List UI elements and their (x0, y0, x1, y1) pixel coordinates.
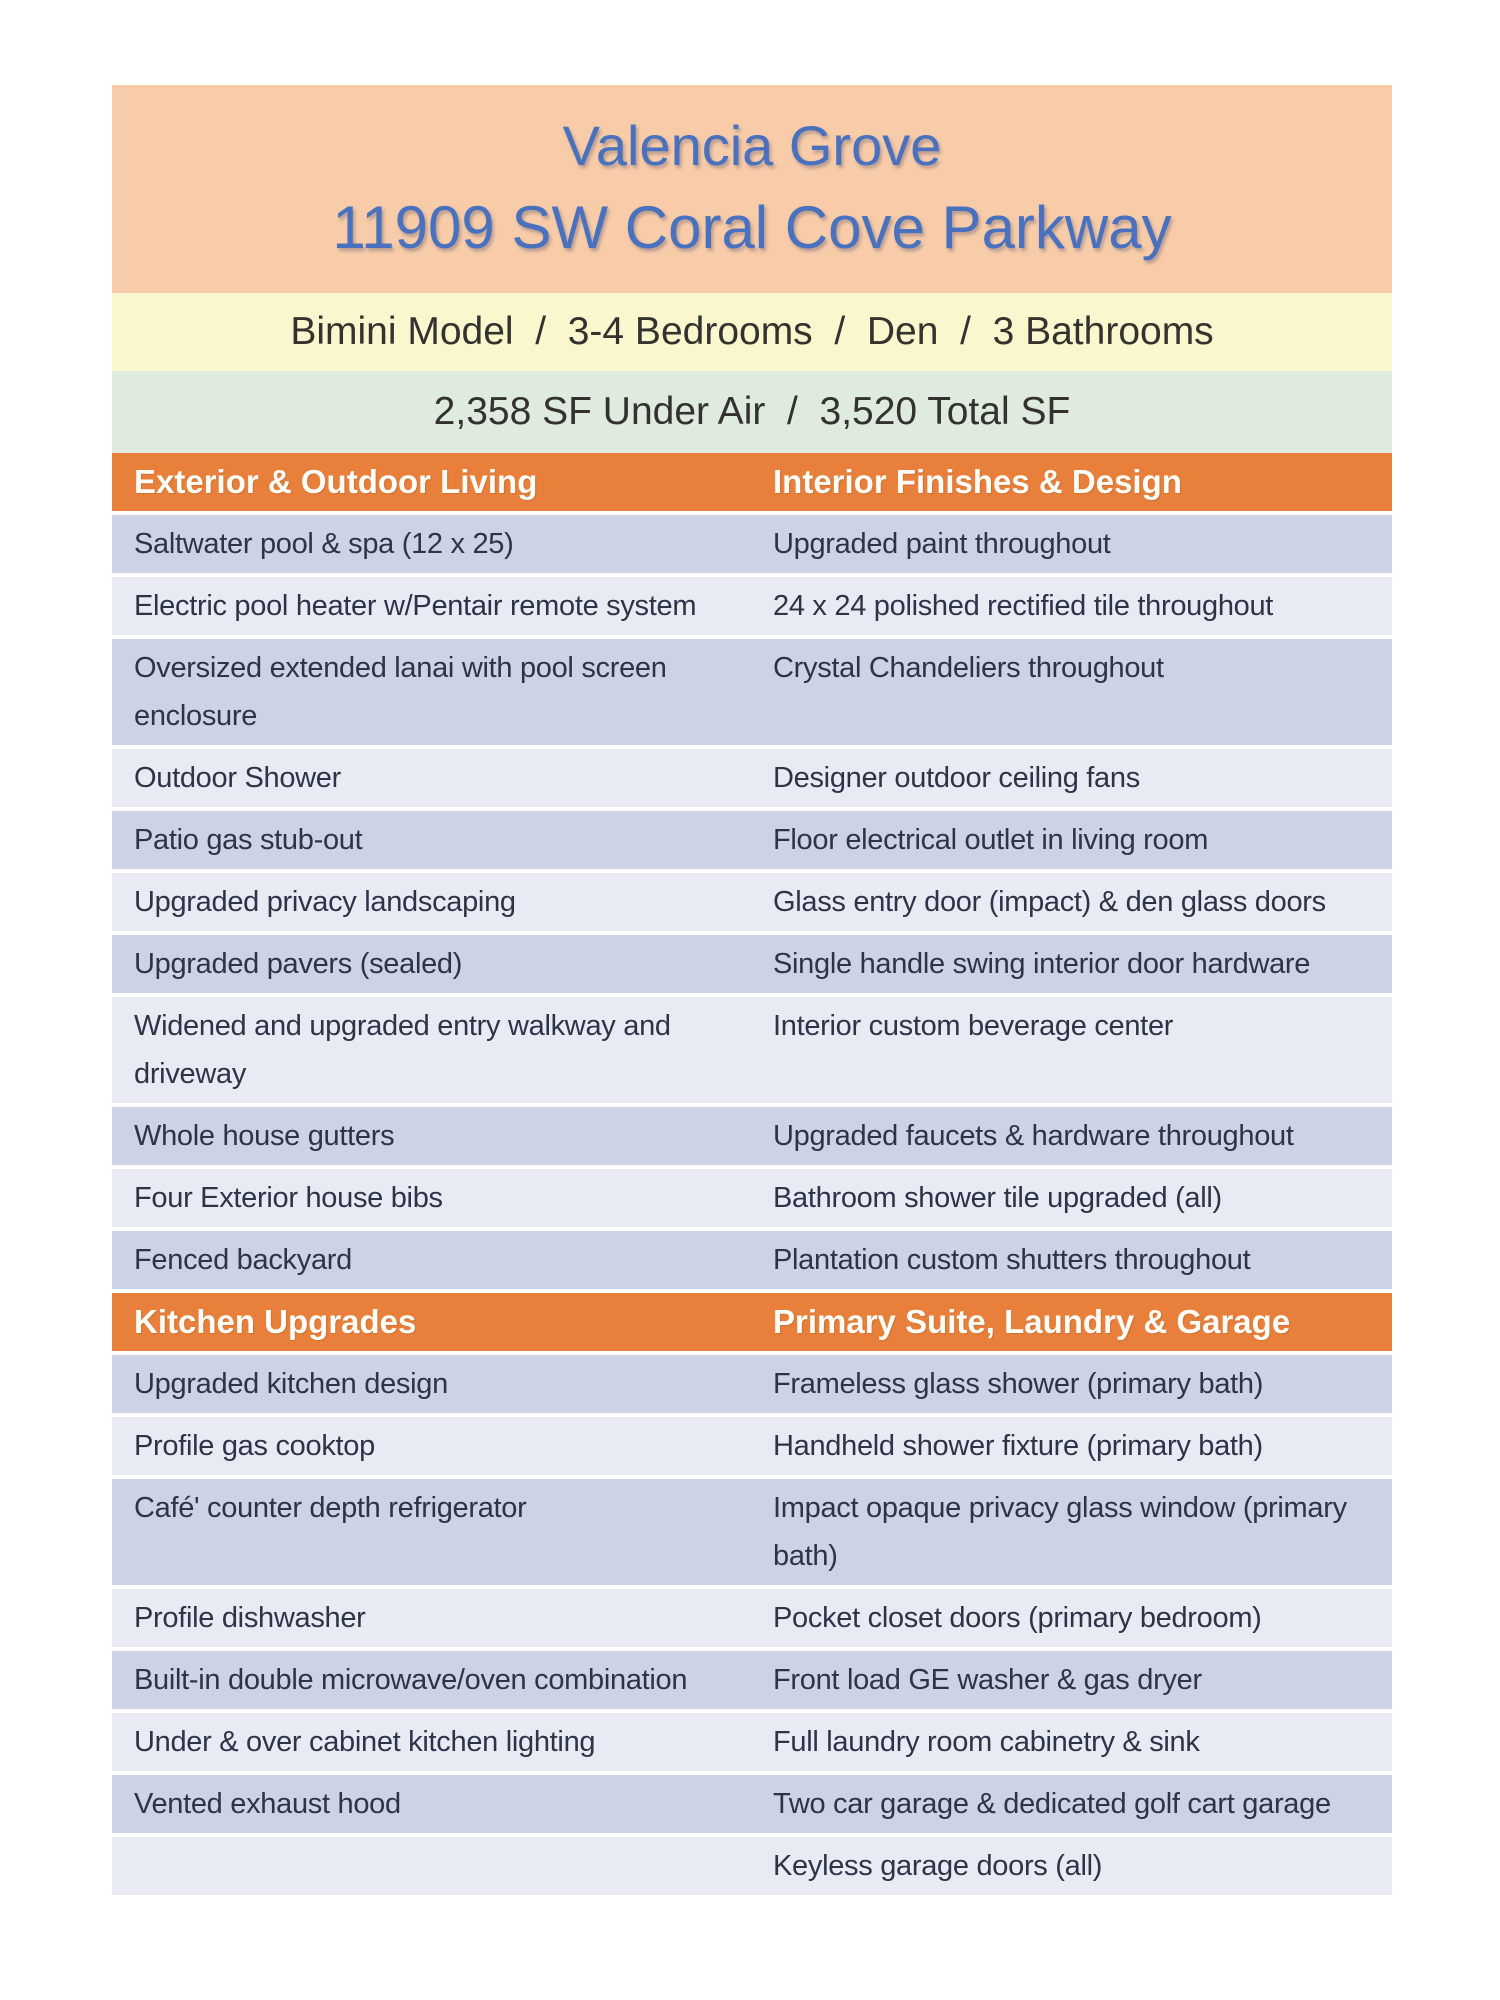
feature-cell-left: Café' counter depth refrigerator (112, 1479, 752, 1585)
feature-table (112, 453, 1392, 1895)
feature-cell-right: Full laundry room cabinetry & sink (752, 1713, 1392, 1771)
table-row (112, 811, 1392, 869)
flyer-content (112, 85, 1392, 1899)
feature-cell-right: Single handle swing interior door hardware (752, 935, 1392, 993)
table-row (112, 1107, 1392, 1165)
table-row (112, 1169, 1392, 1227)
feature-cell-right: Upgraded faucets & hardware throughout (752, 1107, 1392, 1165)
feature-cell-left: Whole house gutters (112, 1107, 752, 1165)
street-address: 11909 SW Coral Cove Parkway (332, 194, 1172, 261)
feature-cell-right: Designer outdoor ceiling fans (752, 749, 1392, 807)
feature-cell-left (112, 1837, 752, 1895)
feature-cell-left: Upgraded kitchen design (112, 1355, 752, 1413)
feature-cell-left: Four Exterior house bibs (112, 1169, 752, 1227)
table-row (112, 1479, 1392, 1585)
feature-cell-left: Patio gas stub-out (112, 811, 752, 869)
table-row (112, 639, 1392, 745)
feature-cell-right: Two car garage & dedicated golf cart garage (752, 1775, 1392, 1833)
feature-cell-left: Upgraded pavers (sealed) (112, 935, 752, 993)
feature-cell-left: Under & over cabinet kitchen lighting (112, 1713, 752, 1771)
feature-cell-right: Glass entry door (impact) & den glass doors (752, 873, 1392, 931)
table-row (112, 1231, 1392, 1289)
section-header-cell-left: Exterior & Outdoor Living (112, 453, 752, 511)
square-footage-band: 2,358 SF Under Air / 3,520 Total SF (112, 371, 1392, 453)
feature-cell-left: Outdoor Shower (112, 749, 752, 807)
feature-cell-right: Front load GE washer & gas dryer (752, 1651, 1392, 1709)
feature-cell-right: Handheld shower fixture (primary bath) (752, 1417, 1392, 1475)
table-row (112, 1713, 1392, 1771)
community-name: Valencia Grove (562, 114, 942, 177)
section-header-cell-right: Interior Finishes & Design (752, 453, 1392, 511)
table-row (112, 1417, 1392, 1475)
section-header-row-1 (112, 453, 1392, 511)
section-header-cell-right: Primary Suite, Laundry & Garage (752, 1293, 1392, 1351)
table-row (112, 515, 1392, 573)
table-row (112, 1837, 1392, 1895)
section-header-row-2 (112, 1293, 1392, 1351)
table-row (112, 1589, 1392, 1647)
table-row (112, 935, 1392, 993)
feature-cell-left: Oversized extended lanai with pool screen enclosure (112, 639, 752, 745)
hero-header (112, 85, 1392, 293)
feature-cell-right: Upgraded paint throughout (752, 515, 1392, 573)
table-row (112, 749, 1392, 807)
feature-cell-left: Fenced backyard (112, 1231, 752, 1289)
feature-cell-left: Built-in double microwave/oven combination (112, 1651, 752, 1709)
table-row (112, 997, 1392, 1103)
feature-cell-left: Saltwater pool & spa (12 x 25) (112, 515, 752, 573)
feature-cell-right: Bathroom shower tile upgraded (all) (752, 1169, 1392, 1227)
table-row (112, 1651, 1392, 1709)
feature-cell-right: 24 x 24 polished rectified tile throughout (752, 577, 1392, 635)
section-header-cell-left: Kitchen Upgrades (112, 1293, 752, 1351)
feature-cell-left: Profile dishwasher (112, 1589, 752, 1647)
table-row (112, 1355, 1392, 1413)
model-summary-band: Bimini Model / 3-4 Bedrooms / Den / 3 Bathrooms (112, 293, 1392, 371)
table-row (112, 577, 1392, 635)
table-row (112, 873, 1392, 931)
feature-cell-left: Profile gas cooktop (112, 1417, 752, 1475)
feature-cell-right: Crystal Chandeliers throughout (752, 639, 1392, 745)
feature-cell-left: Electric pool heater w/Pentair remote system (112, 577, 752, 635)
table-row (112, 1775, 1392, 1833)
feature-cell-right: Frameless glass shower (primary bath) (752, 1355, 1392, 1413)
feature-cell-right: Impact opaque privacy glass window (primary bath) (752, 1479, 1392, 1585)
feature-cell-right: Keyless garage doors (all) (752, 1837, 1392, 1895)
feature-cell-right: Floor electrical outlet in living room (752, 811, 1392, 869)
feature-cell-right: Pocket closet doors (primary bedroom) (752, 1589, 1392, 1647)
feature-cell-left: Upgraded privacy landscaping (112, 873, 752, 931)
feature-cell-left: Vented exhaust hood (112, 1775, 752, 1833)
feature-cell-right: Interior custom beverage center (752, 997, 1392, 1103)
feature-cell-right: Plantation custom shutters throughout (752, 1231, 1392, 1289)
feature-cell-left: Widened and upgraded entry walkway and driveway (112, 997, 752, 1103)
